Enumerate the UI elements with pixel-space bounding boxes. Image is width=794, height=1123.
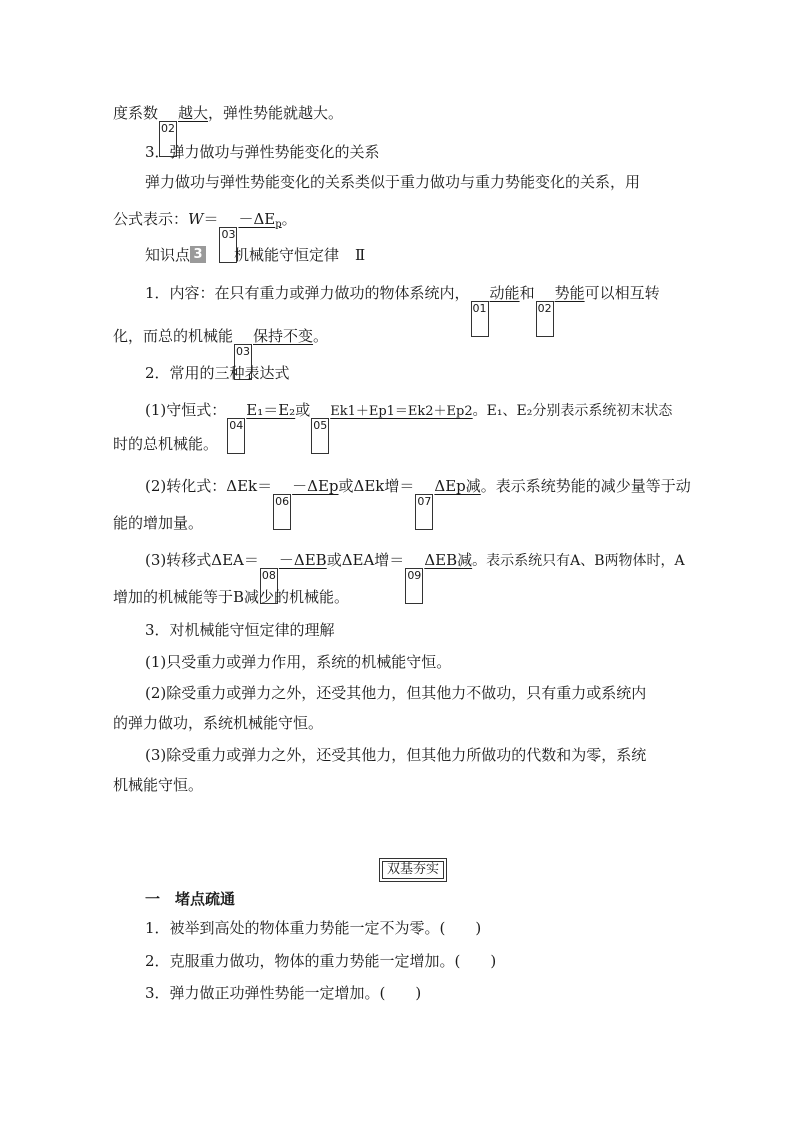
- knowledge-number-badge: 3: [190, 246, 206, 263]
- text: (1)守恒式：: [145, 401, 227, 419]
- question-item: 2．克服重力做功，物体的重力势能一定增加。( ): [145, 952, 497, 970]
- text: 的弹力做功，系统机械能守恒。: [113, 714, 324, 732]
- paragraph-line: [113, 713, 323, 733]
- blank-number-box: 03: [234, 344, 252, 380]
- text: 化，而总的机械能: [113, 327, 234, 345]
- text: 知识点: [145, 246, 191, 264]
- blank-number-box: 01: [471, 301, 489, 337]
- paragraph-line: [113, 775, 203, 795]
- subheading: [145, 142, 380, 162]
- text: 或: [295, 401, 311, 419]
- blank-number-box: 02: [536, 301, 554, 337]
- text: (1)只受重力或弹力作用，系统的机械能守恒。: [145, 653, 452, 671]
- text: (3)除受重力或弹力之外，还受其他力，但其他力所做功的代数和为零，系统: [145, 746, 647, 764]
- text: ＝: [203, 210, 219, 228]
- text: 3．弹力做功与弹性势能变化的关系: [145, 143, 380, 161]
- text: 能的增加量。: [113, 514, 204, 532]
- text: 。E₁、E₂分别表示系统初末状态: [472, 403, 673, 419]
- text: 1．内容：在只有重力或弹力做功的物体系统内，: [145, 284, 470, 302]
- knowledge-point-heading: [145, 245, 365, 265]
- blank-number-box: 03: [219, 227, 237, 263]
- answer-text: 越大: [178, 104, 209, 122]
- paragraph-line: [145, 400, 672, 454]
- text: 弹力做功与弹性势能变化的关系类似于重力做功与重力势能变化的关系，用: [145, 173, 641, 191]
- text: 3．对机械能守恒定律的理解: [145, 621, 335, 639]
- blank-number-box: 04: [227, 418, 245, 454]
- answer-formula: －ΔEB: [278, 551, 327, 569]
- paragraph-line: [145, 745, 646, 765]
- text: 可以相互转: [584, 284, 660, 302]
- section-heading: 一 堵点疏通: [145, 890, 236, 908]
- text: 公式表示：: [113, 210, 189, 228]
- formula-var: W: [188, 210, 204, 228]
- text: 。: [281, 210, 297, 228]
- question-item: 1．被举到高处的物体重力势能一定不为零。( ): [145, 919, 482, 937]
- paragraph-line: [145, 172, 640, 192]
- paragraph-line: [145, 476, 691, 530]
- text: 度系数: [113, 104, 159, 122]
- formula: －ΔE: [238, 210, 276, 228]
- paragraph-line: [113, 587, 349, 607]
- text: 机械能守恒。: [113, 776, 204, 794]
- blank-number-box: 06: [273, 494, 291, 530]
- text: 增加的机械能等于B减少的机械能。: [113, 588, 350, 606]
- text: (3)转移式ΔEA＝: [145, 551, 259, 569]
- section-banner: 双基夯实: [379, 858, 447, 882]
- subheading: [145, 620, 335, 640]
- blank-number-box: 05: [311, 418, 329, 454]
- text: 。: [313, 327, 329, 345]
- text: 时的总机械能。: [113, 435, 219, 453]
- answer-text: 保持不变: [253, 327, 314, 345]
- paragraph-line: [145, 683, 646, 703]
- blank-number-box: 08: [260, 568, 278, 604]
- paragraph-line: [113, 513, 203, 533]
- answer-text: 动能: [489, 284, 520, 302]
- blank-number-box: 07: [415, 494, 433, 530]
- answer-text: [238, 210, 281, 228]
- subheading: [145, 363, 290, 383]
- text: 。表示系统势能的减少量等于动: [480, 477, 691, 495]
- answer-formula: －ΔEp: [292, 477, 339, 495]
- text: (2)转化式：ΔEk＝: [145, 477, 273, 495]
- subscript: p: [275, 219, 282, 230]
- blank-number-box: 02: [159, 121, 177, 157]
- blank-number-box: 09: [405, 568, 423, 604]
- text: ，弹性势能就越大。: [208, 104, 344, 122]
- text: 和: [519, 284, 535, 302]
- text: 或ΔEA增＝: [326, 551, 405, 569]
- paragraph-line: [113, 434, 218, 454]
- answer-text: 势能: [554, 284, 585, 302]
- knowledge-level: Ⅱ: [355, 246, 366, 264]
- answer-formula: Ek1＋Ep1＝Ek2＋Ep2: [330, 404, 473, 419]
- text: 2．常用的三种表达式: [145, 364, 290, 382]
- paragraph-line: [145, 652, 451, 672]
- knowledge-title: 机械能守恒定律: [234, 246, 340, 264]
- text: (2)除受重力或弹力之外，还受其他力，但其他力不做功，只有重力或系统内: [145, 684, 647, 702]
- text: 。表示系统只有A、B两物体时，A: [472, 553, 685, 569]
- answer-formula: E₁＝E₂: [246, 401, 296, 419]
- question-item: 3．弹力做正功弹性势能一定增加。( ): [145, 984, 422, 1002]
- answer-formula: ΔEB减: [424, 551, 473, 569]
- answer-formula: ΔEp减: [434, 477, 481, 495]
- text: 或ΔEk增＝: [338, 477, 415, 495]
